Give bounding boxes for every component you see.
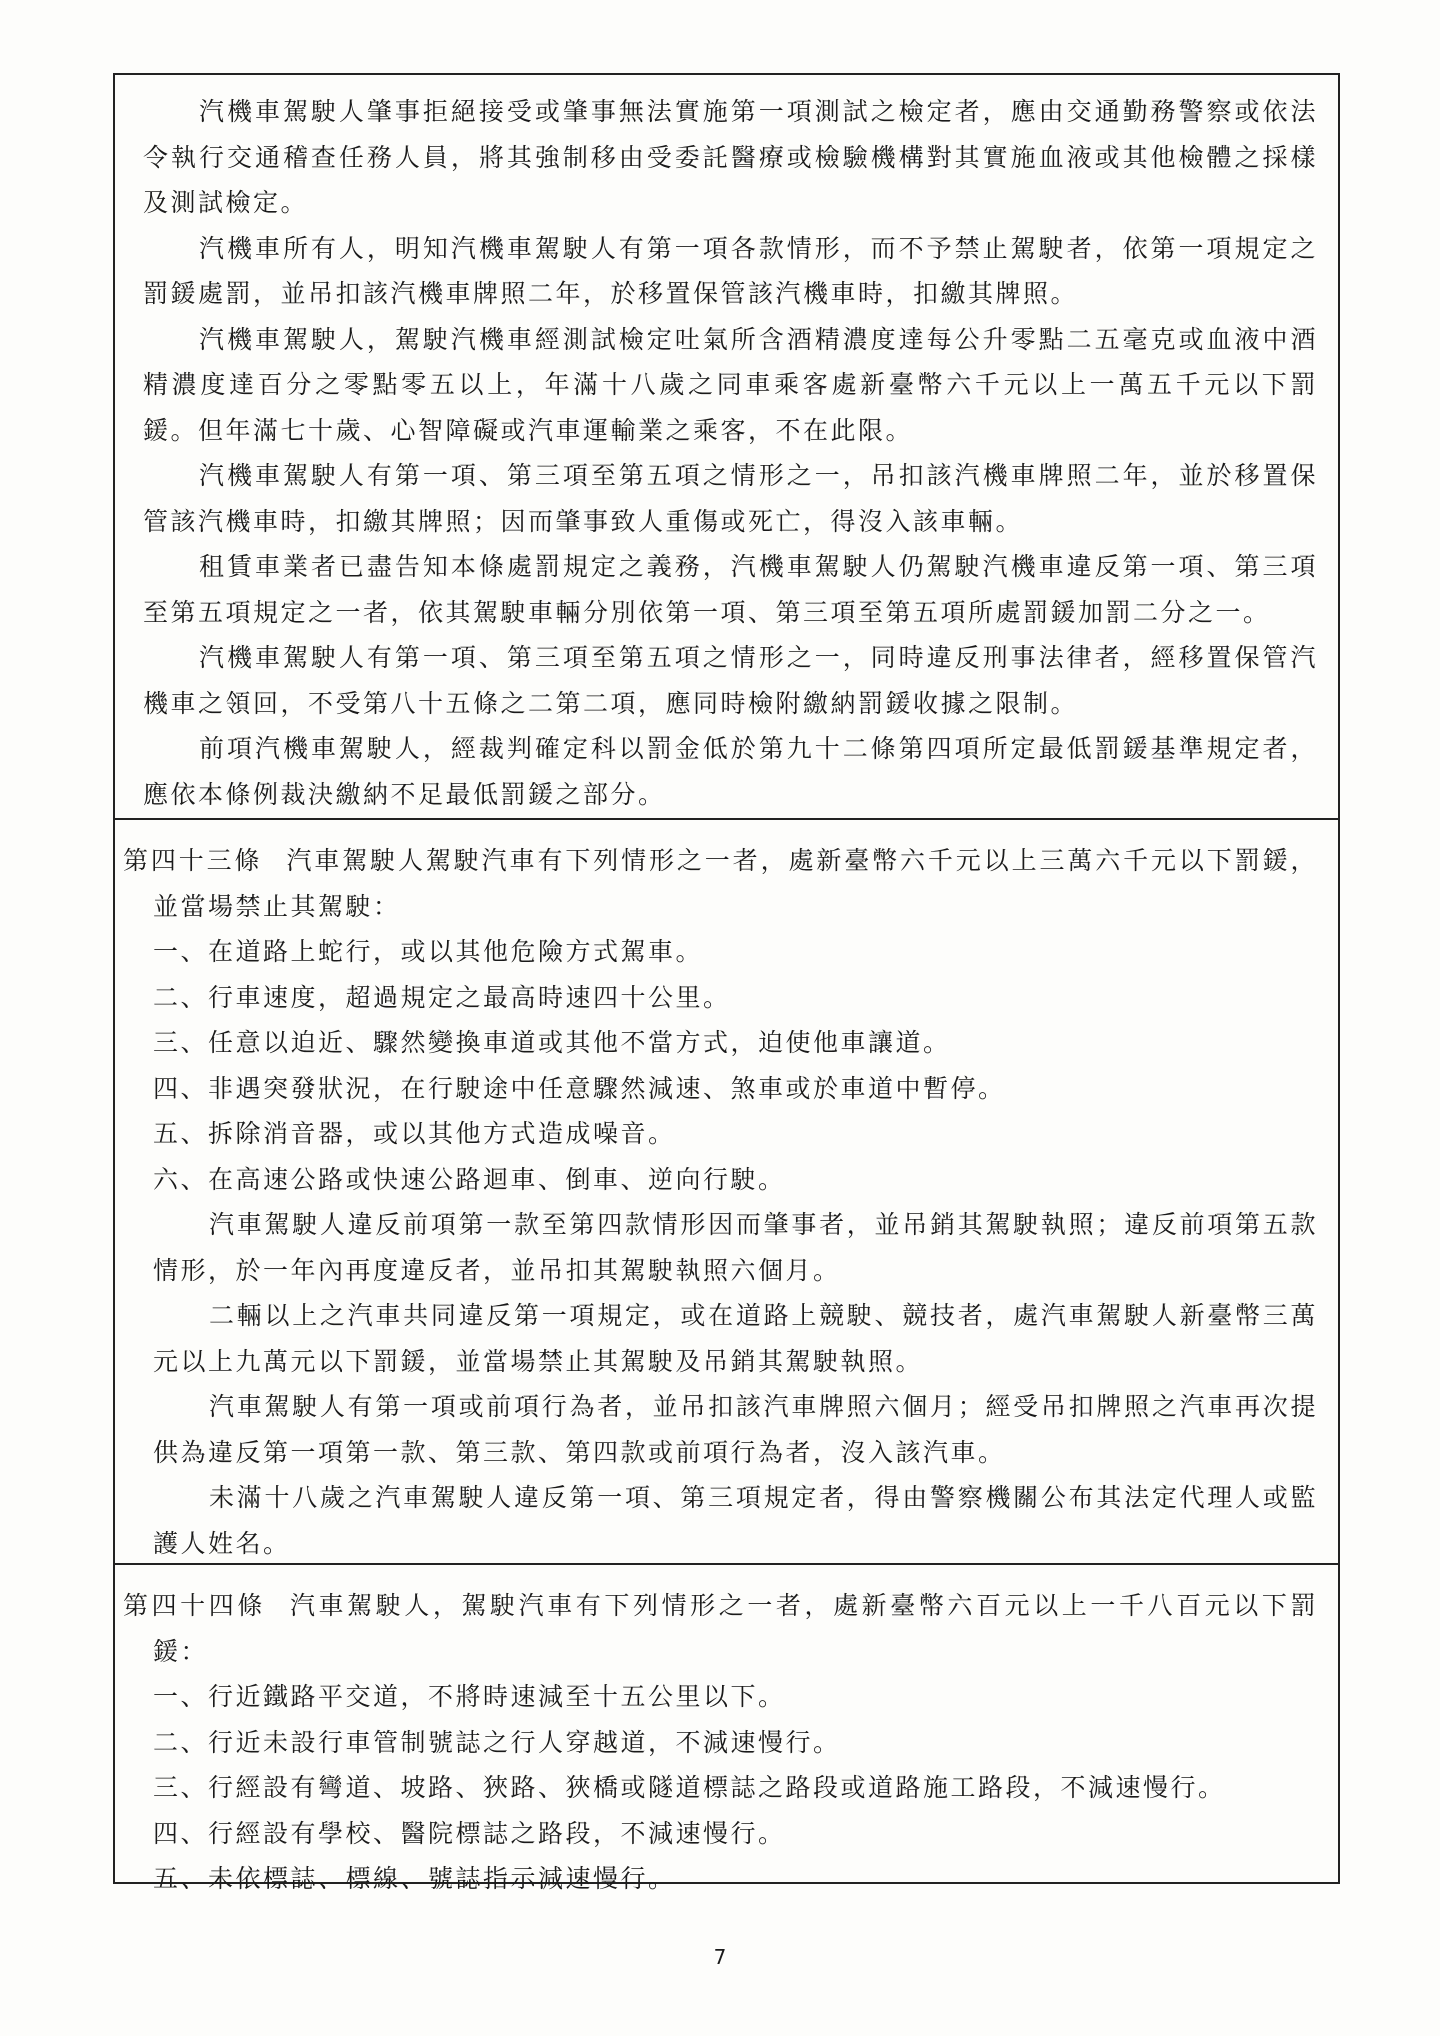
article-44-section (115, 1565, 1338, 1893)
paragraph: 汽車駕駛人有第一項或前項行為者，並吊扣該汽車牌照六個月；經受吊扣牌照之汽車再次提供為違反第一項第一款、第三款、第四款或前項行為者，沒入該汽車。 (153, 1392, 1318, 1467)
paragraph: 未滿十八歲之汽車駕駛人違反第一項、第三項規定者，得由警察機關公布其法定代理人或監護人姓名。 (153, 1483, 1318, 1558)
list-item: 四、非遇突發狀況，在行駛途中任意驟然減速、煞車或於車道中暫停。 (153, 1073, 1006, 1103)
regulation-table (113, 73, 1340, 1893)
article-heading (115, 838, 1318, 929)
article-43-section (115, 820, 1338, 1565)
article-number: 第四十四條 (123, 1591, 266, 1620)
paragraph: 汽機車駕駛人有第一項、第三項至第五項之情形之一，吊扣該汽機車牌照二年，並於移置保管該汽機車時，扣繳其牌照；因而肇事致人重傷或死亡，得沒入該車輛。 (143, 461, 1318, 536)
page-number: 7 (713, 1945, 727, 1969)
list-item: 二、行近未設行車管制號誌之行人穿越道，不減速慢行。 (153, 1727, 841, 1757)
list-item: 三、行經設有彎道、坡路、狹路、狹橋或隧道標誌之路段或道路施工路段，不減速慢行。 (153, 1773, 1226, 1802)
list-item: 二、行車速度，超過規定之最高時速四十公里。 (153, 982, 731, 1012)
paragraph: 前項汽機車駕駛人，經裁判確定科以罰金低於第九十二條第四項所定最低罰鍰基準規定者，應依本條例裁決繳納不足最低罰鍰之部分。 (143, 734, 1318, 809)
article-intro: 汽車駕駛人駕駛汽車有下列情形之一者，處新臺幣六千元以上三萬六千元以下罰鍰，並當場禁止其駕駛： (153, 846, 1318, 921)
list-item: 五、未依標誌、標線、號誌指示減速慢行。 (153, 1864, 676, 1893)
list-item: 四、行經設有學校、醫院標誌之路段，不減速慢行。 (153, 1818, 786, 1848)
article-number: 第四十三條 (123, 846, 263, 875)
paragraph: 租賃車業者已盡告知本條處罰規定之義務，汽機車駕駛人仍駕駛汽機車違反第一項、第三項至第五項規定之一者，依其駕駛車輛分別依第一項、第三項至第五項所處罰鍰加罰二分之一。 (143, 552, 1318, 627)
paragraph: 汽機車駕駛人肇事拒絕接受或肇事無法實施第一項測試之檢定者，應由交通勤務警察或依法令執行交通稽查任務人員，將其強制移由受委託醫療或檢驗機構對其實施血液或其他檢體之採樣及測試檢定。 (143, 97, 1318, 217)
paragraph: 汽機車駕駛人，駕駛汽機車經測試檢定吐氣所含酒精濃度達每公升零點二五毫克或血液中酒精濃度達百分之零點零五以上，年滿十八歲之同車乘客處新臺幣六千元以上一萬五千元以下罰鍰。但年滿七十歲、心智障礙或汽車運輸業之乘客，不在此限。 (143, 324, 1318, 445)
paragraph: 汽機車駕駛人有第一項、第三項至第五項之情形之一，同時違反刑事法律者，經移置保管汽機車之領回，不受第八十五條之二第二項，應同時檢附繳納罰鍰收據之限制。 (143, 643, 1318, 718)
list-item: 五、拆除消音器，或以其他方式造成噪音。 (153, 1119, 676, 1148)
list-item: 一、在道路上蛇行，或以其他危險方式駕車。 (153, 937, 704, 966)
paragraph: 汽機車所有人，明知汽機車駕駛人有第一項各款情形，而不予禁止駕駛者，依第一項規定之罰鍰處罰，並吊扣該汽機車牌照二年，於移置保管該汽機車時，扣繳其牌照。 (143, 233, 1318, 308)
article-intro: 汽車駕駛人，駕駛汽車有下列情形之一者，處新臺幣六百元以上一千八百元以下罰鍰： (153, 1591, 1318, 1666)
list-item: 六、在高速公路或快速公路迴車、倒車、逆向行駛。 (153, 1164, 786, 1194)
paragraph: 汽車駕駛人違反前項第一款至第四款情形因而肇事者，並吊銷其駕駛執照；違反前項第五款情形，於一年內再度違反者，並吊扣其駕駛執照六個月。 (153, 1210, 1318, 1285)
article-heading (115, 1583, 1318, 1674)
list-item: 三、任意以迫近、驟然變換車道或其他不當方式，迫使他車讓道。 (153, 1028, 951, 1057)
list-item: 一、行近鐵路平交道，不將時速減至十五公里以下。 (153, 1682, 786, 1711)
paragraph: 二輛以上之汽車共同違反第一項規定，或在道路上競駛、競技者，處汽車駕駛人新臺幣三萬元以上九萬元以下罰鍰，並當場禁止其駕駛及吊銷其駕駛執照。 (153, 1301, 1318, 1376)
article-continued-section (115, 75, 1338, 820)
